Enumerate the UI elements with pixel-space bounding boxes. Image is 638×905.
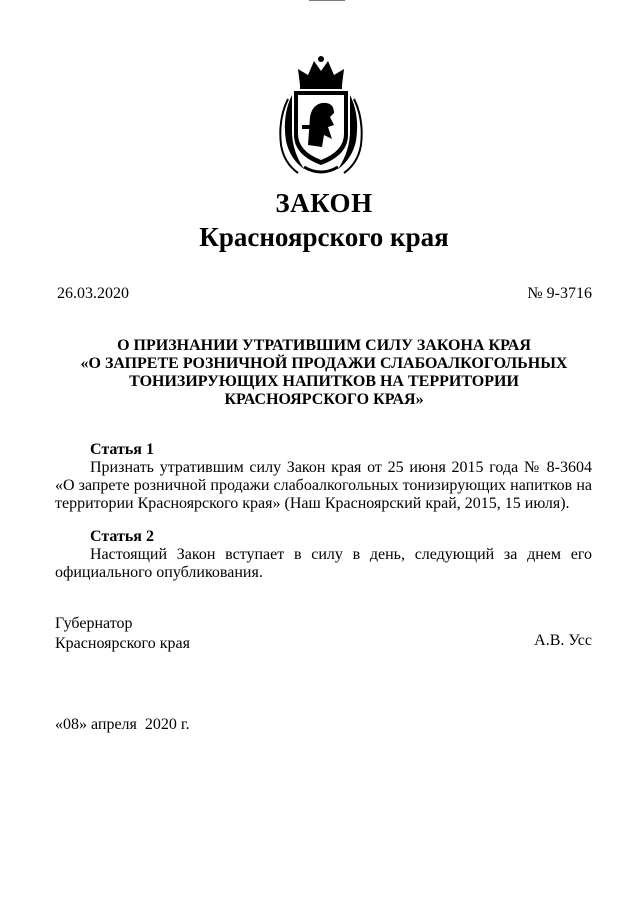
article-2-heading: Статья 2 xyxy=(90,528,154,545)
top-edge-mark xyxy=(309,0,345,1)
law-title xyxy=(60,337,588,409)
signatory-name: А.В. Усс xyxy=(534,632,592,649)
krasnoyarsk-coat-of-arms-icon xyxy=(278,55,364,177)
signing-date: «08» апреля 2020 г. xyxy=(55,716,190,733)
law-title-line: КРАСНОЯРСКОГО КРАЯ» xyxy=(224,391,424,408)
document-type-title: ЗАКОН xyxy=(275,188,373,218)
document-date: 26.03.2020 xyxy=(57,285,129,302)
article-1-line: Признать утратившим силу Закон края от 25 июня 2015 года № 8-3604 xyxy=(90,459,592,476)
law-title-line: О ПРИЗНАНИИ УТРАТИВШИМ СИЛУ ЗАКОНА КРАЯ xyxy=(117,337,531,354)
article-1-text xyxy=(55,459,592,513)
article-1-line: территории Красноярского края» (Наш Красноярский край, 2015, 15 июля). xyxy=(55,495,570,512)
law-title-line: ТОНИЗИРУЮЩИХ НАПИТКОВ НА ТЕРРИТОРИИ xyxy=(129,373,519,390)
article-2-text xyxy=(55,546,592,582)
signatory-position-line: Губернатор xyxy=(55,615,133,632)
article-1-line: «О запрете розничной продажи слабоалкогольных тонизирующих напитков на xyxy=(55,477,592,494)
signatory-position-line: Красноярского края xyxy=(55,635,190,652)
document-number: № 9-3716 xyxy=(527,285,592,302)
document-region-title: Красноярского края xyxy=(199,222,449,252)
article-2-line: официального опубликования. xyxy=(55,564,263,581)
article-2-line: Настоящий Закон вступает в силу в день, следующий за днем его xyxy=(90,546,592,563)
article-1-heading: Статья 1 xyxy=(90,441,154,458)
law-title-line: «О ЗАПРЕТЕ РОЗНИЧНОЙ ПРОДАЖИ СЛАБОАЛКОГОЛЬНЫХ xyxy=(80,355,568,372)
signatory-position xyxy=(55,614,190,654)
